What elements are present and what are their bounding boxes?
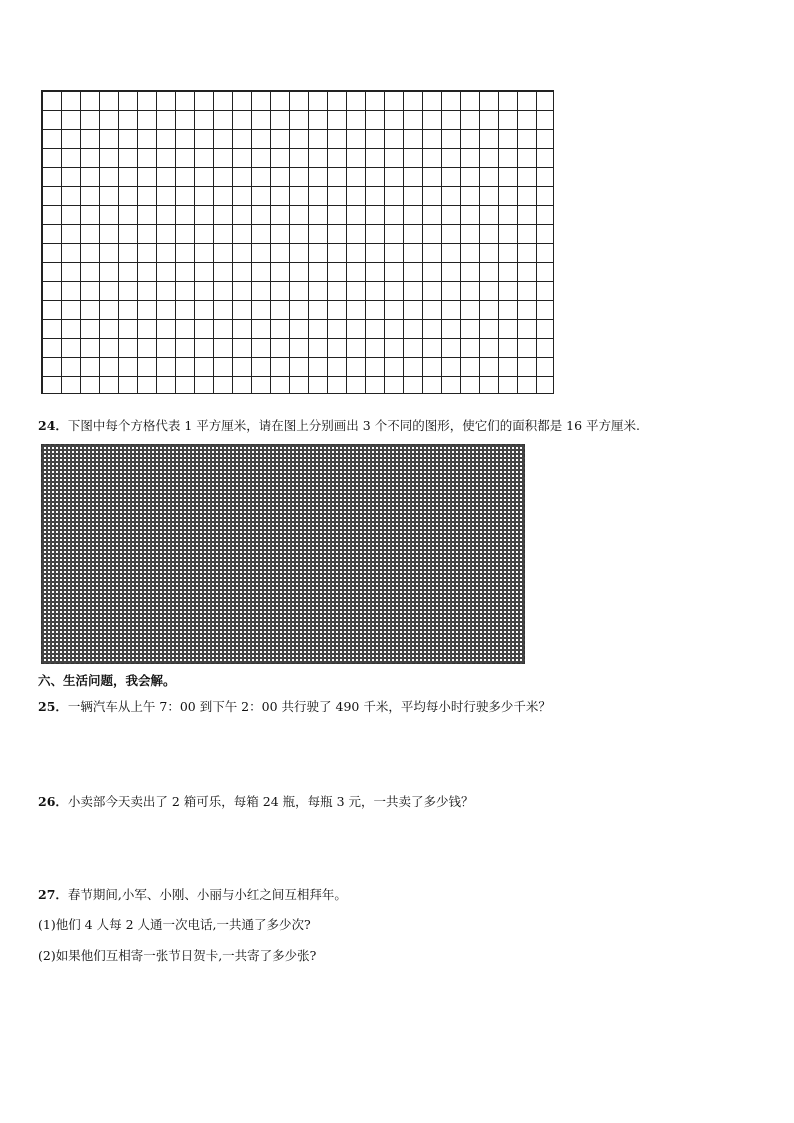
question-number: 26． [38, 794, 68, 809]
question-text: 春节期间,小军、小刚、小丽与小红之间互相拜年。 [67, 887, 347, 902]
question-number: 24． [38, 418, 68, 433]
question-24 [38, 416, 640, 434]
question-number: 27． [38, 887, 68, 902]
question-text: 一辆汽车从上午 7：00 到下午 2：00 共行驶了 490 千米，平均每小时行驶多少千米？ [67, 699, 551, 714]
question-25 [38, 697, 551, 715]
section-6-title: 六、生活问题，我会解。 [38, 673, 176, 688]
question-27-part-1: (1)他们 4 人每 2 人通一次电话,一共通了多少次? [38, 917, 311, 932]
question-text: 下图中每个方格代表 1 平方厘米，请在图上分别画出 3 个不同的图形，使它们的面积都是 16 平方厘米. [67, 418, 641, 433]
question-text: 小卖部今天卖出了 2 箱可乐，每箱 24 瓶，每瓶 3 元，一共卖了多少钱？ [67, 794, 474, 809]
question-26 [38, 792, 474, 810]
question-number: 25． [38, 699, 68, 714]
dashed-square-grid [41, 444, 525, 664]
question-27 [38, 885, 347, 903]
square-grid-top [41, 90, 554, 394]
question-27-part-2: (2)如果他们互相寄一张节日贺卡,一共寄了多少张? [38, 948, 317, 963]
